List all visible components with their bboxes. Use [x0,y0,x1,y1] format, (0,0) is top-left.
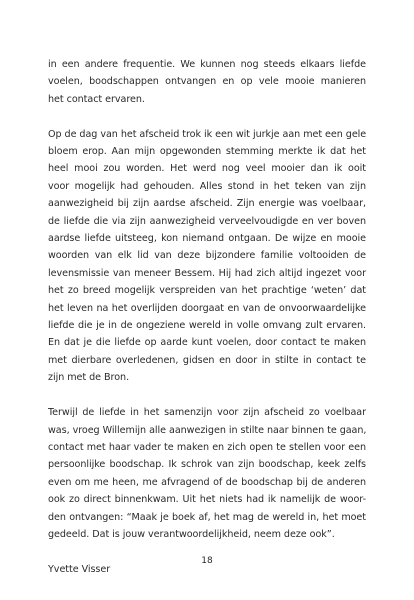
paragraph-3 [48,404,366,543]
text-line: aardse liefde uitsteeg, kon niemand ontgaan. De wijze en mooie [48,233,366,245]
paragraph-2 [48,126,366,387]
text-line: contact met haar vader te maken en zich open te stellen voor een [48,441,366,453]
text-line: de liefde die via zijn aanwezigheid verveelvoudigde en ver boven [48,215,366,227]
text-line: woorden van elk lid van deze bijzondere familie voltooiden de [48,250,366,262]
author-signature: Yvette Visser [48,563,111,575]
text-line: in een andere frequentie. We kunnen nog steeds elkaars liefde [48,59,366,70]
text-line: liefde die je in de ongeziene wereld in volle omvang zult ervaren. [48,320,366,332]
text-line: bloem erop. Aan mijn opgewonden stemming merkte ik dat het [48,146,366,158]
text-line: het leven na het overlijden doorgaat en van de onvoorwaardelijke [48,302,366,314]
text-line: ook zo direct binnenkwam. Uit het niets had ik namelijk de woor- [48,494,366,506]
text-line: Op de dag van het afscheid trok ik een wit jurkje aan met een gele [48,128,367,140]
text-line: gedeeld. Dat is jouw verantwoordelijkheid, neem deze ook”. [48,528,335,540]
text-line: En dat je die liefde op aarde kunt voelen, door contact te maken [48,337,366,349]
text-line: was, vroeg Willemijn alle aanwezigen in stilte naar binnen te gaan, [48,424,367,436]
text-line: aanwezigheid bij zijn aardse afscheid. Zijn energie was voelbaar, [48,198,366,210]
text-line: met dierbare overledenen, gidsen en door in stilte in contact te [48,354,366,366]
page-number: 18 [201,556,213,566]
text-line: voor mogelijk had gehouden. Alles stond in het teken van zijn [48,180,366,192]
paragraph-1 [48,56,366,108]
text-line: het zo breed mogelijk verspreiden van het prachtige ‘weten’ dat [48,285,366,297]
text-line: zijn met de Bron. [48,372,130,384]
text-line: heel mooi zou worden. Het werd nog veel mooier dan ik ooit [48,163,366,175]
text-line: persoonlijke boodschap. Ik schrok van zijn boodschap, keek zelfs [48,459,366,471]
text-line: voelen, boodschappen ontvangen en op vele mooie manieren [48,76,366,88]
text-line: het contact ervaren. [48,93,145,105]
text-line: even om me heen, me afvragend of de boodschap bij de anderen [48,476,366,488]
body-text [48,56,366,578]
text-line: Terwijl de liefde in het samenzijn voor zijn afscheid zo voelbaar [48,407,366,419]
text-line: levensmissie van meneer Bessem. Hij had zich altijd ingezet voor [48,267,366,279]
text-line: den ontvangen: “Maak je boek af, het mag de wereld in, het moet [48,511,366,523]
